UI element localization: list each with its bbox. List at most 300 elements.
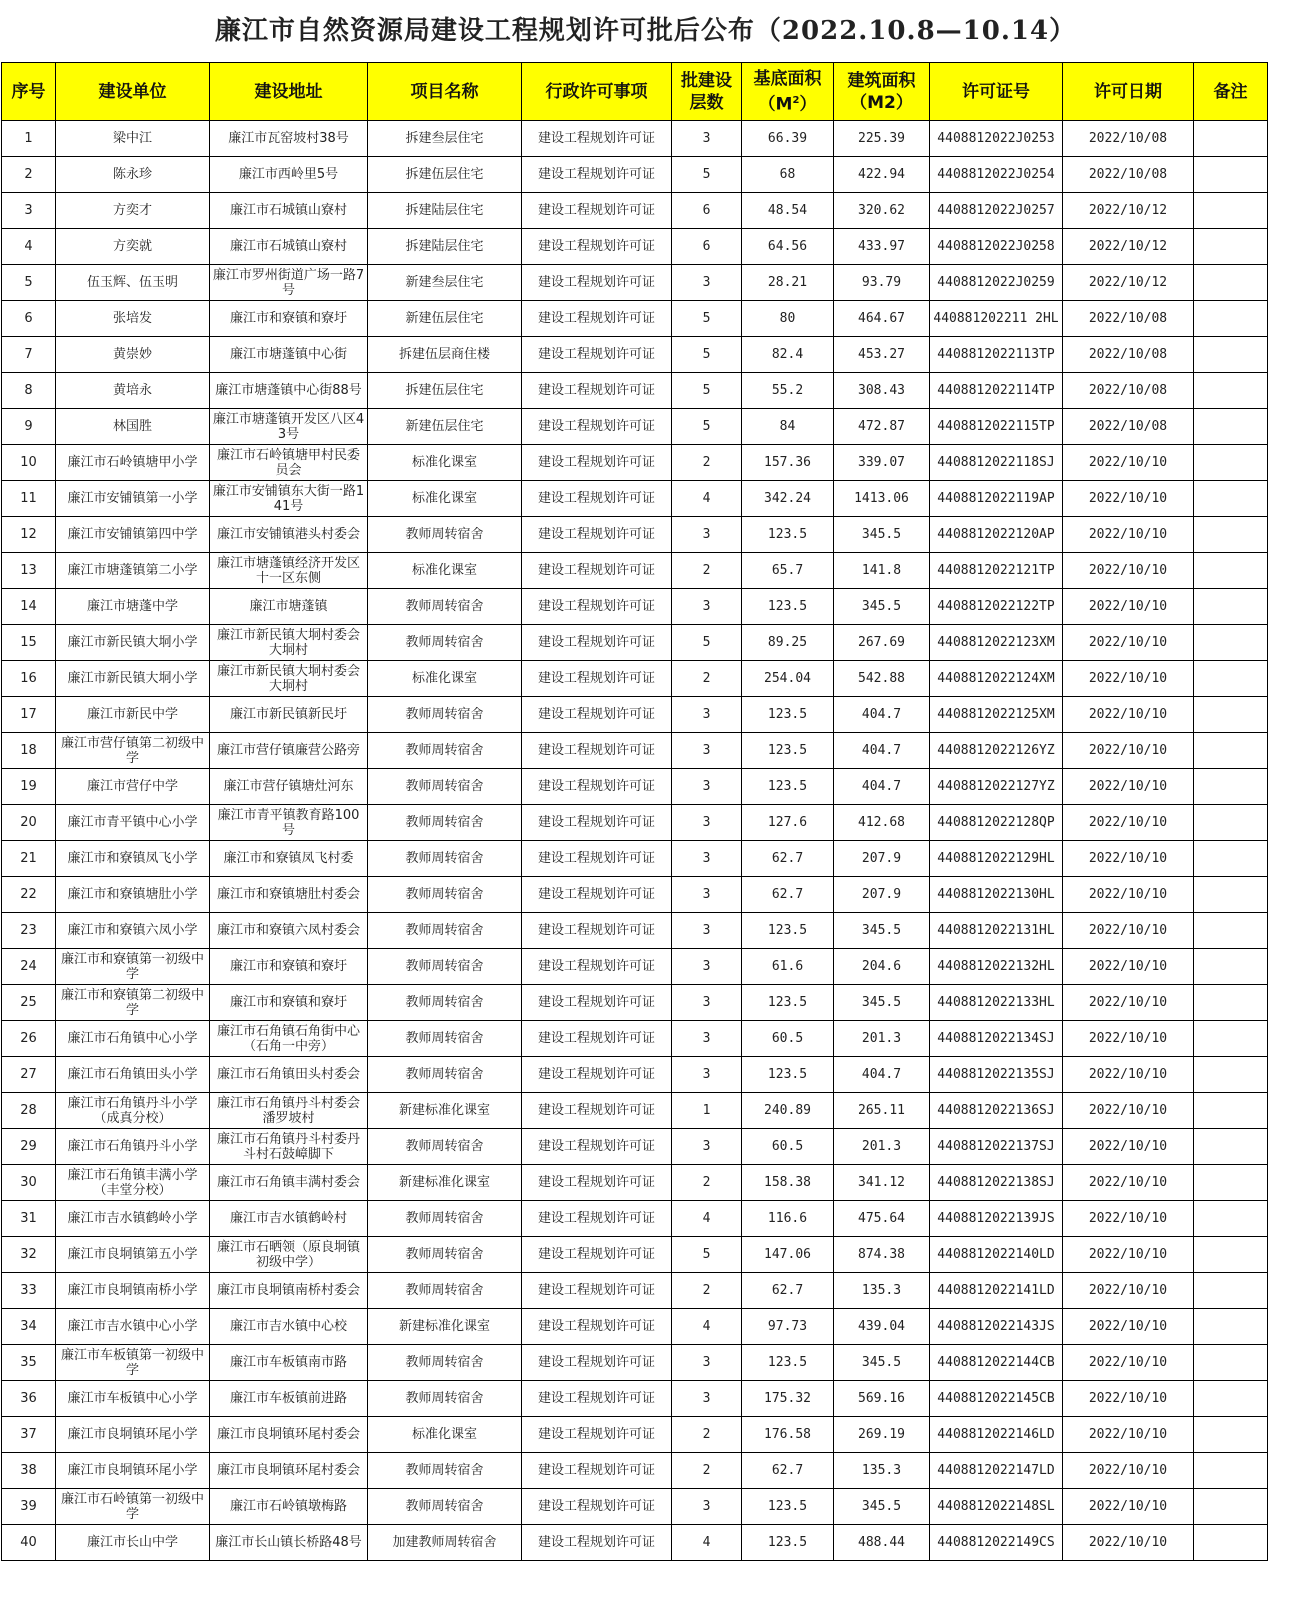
cell-note (1194, 337, 1268, 373)
cell-address: 廉江市营仔镇廉营公路旁 (210, 733, 368, 769)
cell-project: 拆建伍层住宅 (368, 157, 522, 193)
cell-license-no: 4408812022122TP (930, 589, 1063, 625)
cell-unit: 廉江市车板镇中心小学 (56, 1381, 210, 1417)
cell-permit-item: 建设工程规划许可证 (522, 1165, 672, 1201)
cell-build-area: 439.04 (834, 1309, 930, 1345)
cell-build-area: 345.5 (834, 1345, 930, 1381)
cell-build-area: 345.5 (834, 517, 930, 553)
table-row (2, 1489, 1268, 1525)
cell-address: 廉江市吉水镇中心校 (210, 1309, 368, 1345)
table-row (2, 337, 1268, 373)
cell-project: 教师周转宿舍 (368, 985, 522, 1021)
cell-address: 廉江市石岭镇墩梅路 (210, 1489, 368, 1525)
cell-build-area: 404.7 (834, 769, 930, 805)
cell-base-area: 123.5 (742, 589, 834, 625)
cell-permit-item: 建设工程规划许可证 (522, 1417, 672, 1453)
cell-license-no: 4408812022135SJ (930, 1057, 1063, 1093)
cell-project: 教师周转宿舍 (368, 949, 522, 985)
cell-build-area: 345.5 (834, 913, 930, 949)
cell-build-area: 201.3 (834, 1129, 930, 1165)
cell-date: 2022/10/08 (1063, 157, 1194, 193)
cell-floors: 6 (672, 193, 742, 229)
cell-note (1194, 805, 1268, 841)
cell-date: 2022/10/10 (1063, 1345, 1194, 1381)
cell-project: 新建标准化课室 (368, 1309, 522, 1345)
cell-address: 廉江市石角镇田头村委会 (210, 1057, 368, 1093)
cell-license-no: 4408812022J0258 (930, 229, 1063, 265)
cell-note (1194, 409, 1268, 445)
cell-base-area: 123.5 (742, 517, 834, 553)
cell-base-area: 254.04 (742, 661, 834, 697)
cell-floors: 3 (672, 517, 742, 553)
cell-permit-item: 建设工程规划许可证 (522, 985, 672, 1021)
cell-build-area: 93.79 (834, 265, 930, 301)
cell-project: 教师周转宿舍 (368, 1273, 522, 1309)
cell-base-area: 80 (742, 301, 834, 337)
cell-build-area: 265.11 (834, 1093, 930, 1129)
cell-license-no: 4408812022143JS (930, 1309, 1063, 1345)
table-row (2, 769, 1268, 805)
cell-permit-item: 建设工程规划许可证 (522, 1129, 672, 1165)
cell-unit: 方奕才 (56, 193, 210, 229)
cell-floors: 2 (672, 661, 742, 697)
cell-seq: 14 (2, 589, 56, 625)
header-base-area (742, 63, 834, 121)
cell-license-no: 4408812022137SJ (930, 1129, 1063, 1165)
cell-project: 拆建叁层住宅 (368, 121, 522, 157)
cell-unit: 廉江市营仔镇第二初级中学 (56, 733, 210, 769)
cell-note (1194, 553, 1268, 589)
cell-note (1194, 1417, 1268, 1453)
table-row (2, 949, 1268, 985)
cell-floors: 3 (672, 1381, 742, 1417)
cell-seq: 35 (2, 1345, 56, 1381)
cell-project: 新建叁层住宅 (368, 265, 522, 301)
cell-license-no: 4408812022148SL (930, 1489, 1063, 1525)
cell-seq: 36 (2, 1381, 56, 1417)
cell-base-area: 123.5 (742, 1525, 834, 1561)
cell-seq: 26 (2, 1021, 56, 1057)
cell-date: 2022/10/10 (1063, 1309, 1194, 1345)
cell-address: 廉江市新民镇大垌村委会大垌村 (210, 661, 368, 697)
cell-permit-item: 建设工程规划许可证 (522, 1381, 672, 1417)
cell-date: 2022/10/10 (1063, 661, 1194, 697)
table-body (2, 121, 1268, 1561)
cell-floors: 3 (672, 769, 742, 805)
cell-address: 廉江市和寮镇六凤村委会 (210, 913, 368, 949)
cell-floors: 4 (672, 481, 742, 517)
cell-date: 2022/10/10 (1063, 769, 1194, 805)
cell-permit-item: 建设工程规划许可证 (522, 949, 672, 985)
cell-build-area: 207.9 (834, 841, 930, 877)
cell-base-area: 342.24 (742, 481, 834, 517)
cell-unit: 廉江市和寮镇第二初级中学 (56, 985, 210, 1021)
cell-license-no: 4408812022113TP (930, 337, 1063, 373)
cell-base-area: 89.25 (742, 625, 834, 661)
table-row (2, 193, 1268, 229)
cell-date: 2022/10/10 (1063, 1237, 1194, 1273)
cell-base-area: 68 (742, 157, 834, 193)
cell-seq: 34 (2, 1309, 56, 1345)
cell-license-no: 4408812022J0253 (930, 121, 1063, 157)
cell-seq: 39 (2, 1489, 56, 1525)
cell-date: 2022/10/08 (1063, 121, 1194, 157)
cell-project: 教师周转宿舍 (368, 589, 522, 625)
cell-license-no: 4408812022121TP (930, 553, 1063, 589)
cell-date: 2022/10/10 (1063, 1417, 1194, 1453)
cell-note (1194, 1165, 1268, 1201)
cell-project: 标准化课室 (368, 1417, 522, 1453)
cell-date: 2022/10/10 (1063, 1381, 1194, 1417)
cell-build-area: 267.69 (834, 625, 930, 661)
header-address: 建设地址 (210, 63, 368, 121)
cell-permit-item: 建设工程规划许可证 (522, 481, 672, 517)
cell-unit: 伍玉辉、伍玉明 (56, 265, 210, 301)
cell-build-area: 874.38 (834, 1237, 930, 1273)
cell-note (1194, 625, 1268, 661)
table-row (2, 121, 1268, 157)
cell-note (1194, 1345, 1268, 1381)
cell-seq: 11 (2, 481, 56, 517)
cell-date: 2022/10/08 (1063, 337, 1194, 373)
cell-permit-item: 建设工程规划许可证 (522, 589, 672, 625)
cell-permit-item: 建设工程规划许可证 (522, 913, 672, 949)
cell-unit: 廉江市石角镇田头小学 (56, 1057, 210, 1093)
cell-seq: 22 (2, 877, 56, 913)
cell-license-no: 4408812022131HL (930, 913, 1063, 949)
cell-note (1194, 697, 1268, 733)
cell-license-no: 4408812022129HL (930, 841, 1063, 877)
cell-date: 2022/10/08 (1063, 301, 1194, 337)
cell-floors: 2 (672, 1417, 742, 1453)
cell-permit-item: 建设工程规划许可证 (522, 445, 672, 481)
cell-note (1194, 481, 1268, 517)
cell-date: 2022/10/10 (1063, 805, 1194, 841)
cell-floors: 3 (672, 949, 742, 985)
cell-base-area: 116.6 (742, 1201, 834, 1237)
cell-license-no: 4408812022138SJ (930, 1165, 1063, 1201)
table-row (2, 1165, 1268, 1201)
cell-license-no: 4408812022118SJ (930, 445, 1063, 481)
cell-base-area: 65.7 (742, 553, 834, 589)
cell-floors: 2 (672, 553, 742, 589)
cell-unit: 陈永珍 (56, 157, 210, 193)
cell-date: 2022/10/10 (1063, 877, 1194, 913)
cell-date: 2022/10/10 (1063, 445, 1194, 481)
table-row (2, 1201, 1268, 1237)
cell-address: 廉江市石晒领（原良垌镇初级中学） (210, 1237, 368, 1273)
cell-unit: 方奕就 (56, 229, 210, 265)
cell-address: 廉江市良垌镇环尾村委会 (210, 1453, 368, 1489)
cell-note (1194, 1057, 1268, 1093)
cell-base-area: 147.06 (742, 1237, 834, 1273)
cell-floors: 5 (672, 337, 742, 373)
cell-project: 教师周转宿舍 (368, 841, 522, 877)
cell-build-area: 404.7 (834, 1057, 930, 1093)
cell-date: 2022/10/12 (1063, 265, 1194, 301)
cell-build-area: 412.68 (834, 805, 930, 841)
cell-address: 廉江市营仔镇塘灶河东 (210, 769, 368, 805)
cell-unit: 廉江市和寮镇六凤小学 (56, 913, 210, 949)
cell-base-area: 66.39 (742, 121, 834, 157)
cell-base-area: 176.58 (742, 1417, 834, 1453)
cell-unit: 廉江市石岭镇塘甲小学 (56, 445, 210, 481)
cell-note (1194, 1129, 1268, 1165)
cell-unit: 廉江市和寮镇第一初级中学 (56, 949, 210, 985)
cell-floors: 5 (672, 1237, 742, 1273)
cell-note (1194, 121, 1268, 157)
cell-permit-item: 建设工程规划许可证 (522, 337, 672, 373)
cell-base-area: 48.54 (742, 193, 834, 229)
table-row (2, 805, 1268, 841)
cell-seq: 4 (2, 229, 56, 265)
cell-date: 2022/10/10 (1063, 1489, 1194, 1525)
cell-note (1194, 841, 1268, 877)
cell-base-area: 28.21 (742, 265, 834, 301)
cell-license-no: 4408812022136SJ (930, 1093, 1063, 1129)
cell-floors: 5 (672, 625, 742, 661)
cell-date: 2022/10/10 (1063, 1129, 1194, 1165)
cell-permit-item: 建设工程规划许可证 (522, 553, 672, 589)
cell-license-no: 4408812022114TP (930, 373, 1063, 409)
cell-floors: 2 (672, 1165, 742, 1201)
cell-address: 廉江市石岭镇塘甲村民委员会 (210, 445, 368, 481)
cell-note (1194, 445, 1268, 481)
cell-address: 廉江市新民镇大垌村委会大垌村 (210, 625, 368, 661)
cell-base-area: 82.4 (742, 337, 834, 373)
cell-license-no: 4408812022125XM (930, 697, 1063, 733)
cell-unit: 廉江市石角镇丹斗小学（成真分校） (56, 1093, 210, 1129)
table-row (2, 1021, 1268, 1057)
cell-seq: 7 (2, 337, 56, 373)
header-build-area (834, 63, 930, 121)
cell-unit: 廉江市营仔中学 (56, 769, 210, 805)
cell-note (1194, 733, 1268, 769)
cell-date: 2022/10/10 (1063, 913, 1194, 949)
cell-unit: 廉江市和寮镇塘肚小学 (56, 877, 210, 913)
cell-base-area: 123.5 (742, 1057, 834, 1093)
cell-seq: 6 (2, 301, 56, 337)
cell-unit: 梁中江 (56, 121, 210, 157)
cell-seq: 33 (2, 1273, 56, 1309)
cell-project: 拆建伍层商住楼 (368, 337, 522, 373)
cell-project: 教师周转宿舍 (368, 1453, 522, 1489)
cell-seq: 18 (2, 733, 56, 769)
cell-license-no: 4408812022141LD (930, 1273, 1063, 1309)
cell-base-area: 157.36 (742, 445, 834, 481)
cell-seq: 16 (2, 661, 56, 697)
cell-floors: 3 (672, 841, 742, 877)
cell-project: 教师周转宿舍 (368, 625, 522, 661)
cell-unit: 黄崇妙 (56, 337, 210, 373)
cell-date: 2022/10/12 (1063, 229, 1194, 265)
cell-unit: 廉江市塘蓬镇第二小学 (56, 553, 210, 589)
cell-note (1194, 1237, 1268, 1273)
cell-floors: 5 (672, 409, 742, 445)
header-project: 项目名称 (368, 63, 522, 121)
cell-seq: 13 (2, 553, 56, 589)
cell-project: 新建伍层住宅 (368, 301, 522, 337)
cell-address: 廉江市新民镇新民圩 (210, 697, 368, 733)
cell-project: 教师周转宿舍 (368, 1489, 522, 1525)
cell-base-area: 127.6 (742, 805, 834, 841)
cell-project: 标准化课室 (368, 553, 522, 589)
header-row (2, 63, 1268, 121)
cell-build-area: 269.19 (834, 1417, 930, 1453)
cell-date: 2022/10/10 (1063, 553, 1194, 589)
cell-floors: 6 (672, 229, 742, 265)
cell-license-no: 4408812022145CB (930, 1381, 1063, 1417)
cell-unit: 廉江市石岭镇第一初级中学 (56, 1489, 210, 1525)
table-row (2, 589, 1268, 625)
cell-unit: 廉江市良垌镇南桥小学 (56, 1273, 210, 1309)
cell-project: 教师周转宿舍 (368, 1237, 522, 1273)
cell-permit-item: 建设工程规划许可证 (522, 877, 672, 913)
cell-project: 教师周转宿舍 (368, 769, 522, 805)
cell-permit-item: 建设工程规划许可证 (522, 1093, 672, 1129)
table-row (2, 1417, 1268, 1453)
cell-floors: 3 (672, 697, 742, 733)
cell-address: 廉江市西岭里5号 (210, 157, 368, 193)
table-row (2, 625, 1268, 661)
cell-note (1194, 1021, 1268, 1057)
cell-license-no: 4408812022J0257 (930, 193, 1063, 229)
header-unit: 建设单位 (56, 63, 210, 121)
cell-floors: 3 (672, 1345, 742, 1381)
cell-build-area: 422.94 (834, 157, 930, 193)
cell-note (1194, 193, 1268, 229)
cell-seq: 3 (2, 193, 56, 229)
cell-project: 教师周转宿舍 (368, 697, 522, 733)
cell-seq: 32 (2, 1237, 56, 1273)
cell-date: 2022/10/10 (1063, 1165, 1194, 1201)
cell-seq: 8 (2, 373, 56, 409)
cell-floors: 3 (672, 733, 742, 769)
cell-project: 教师周转宿舍 (368, 1345, 522, 1381)
cell-floors: 3 (672, 121, 742, 157)
cell-address: 廉江市长山镇长桥路48号 (210, 1525, 368, 1561)
header-base-area-unit-sup: 2 (792, 94, 800, 106)
cell-project: 教师周转宿舍 (368, 1381, 522, 1417)
cell-note (1194, 769, 1268, 805)
cell-unit: 廉江市良垌镇第五小学 (56, 1237, 210, 1273)
cell-build-area: 345.5 (834, 589, 930, 625)
cell-license-no: 4408812022115TP (930, 409, 1063, 445)
cell-license-no: 4408812022127YZ (930, 769, 1063, 805)
cell-floors: 2 (672, 1273, 742, 1309)
cell-note (1194, 517, 1268, 553)
header-base-area-label: 基底面积 (753, 68, 822, 89)
cell-unit: 廉江市良垌镇环尾小学 (56, 1417, 210, 1453)
cell-note (1194, 1525, 1268, 1561)
cell-floors: 2 (672, 445, 742, 481)
cell-date: 2022/10/10 (1063, 589, 1194, 625)
cell-unit: 张培发 (56, 301, 210, 337)
cell-seq: 12 (2, 517, 56, 553)
cell-address: 廉江市石角镇石角街中心（石角一中旁） (210, 1021, 368, 1057)
cell-seq: 1 (2, 121, 56, 157)
cell-project: 教师周转宿舍 (368, 1057, 522, 1093)
cell-seq: 30 (2, 1165, 56, 1201)
cell-address: 廉江市塘蓬镇 (210, 589, 368, 625)
cell-address: 廉江市石角镇丹斗村委丹斗村石鼓嶂脚下 (210, 1129, 368, 1165)
cell-date: 2022/10/10 (1063, 1453, 1194, 1489)
cell-seq: 9 (2, 409, 56, 445)
cell-seq: 28 (2, 1093, 56, 1129)
cell-note (1194, 1093, 1268, 1129)
cell-permit-item: 建设工程规划许可证 (522, 1021, 672, 1057)
cell-unit: 廉江市长山中学 (56, 1525, 210, 1561)
cell-project: 新建标准化课室 (368, 1165, 522, 1201)
cell-unit: 廉江市和寮镇凤飞小学 (56, 841, 210, 877)
table-row (2, 229, 1268, 265)
cell-address: 廉江市瓦窑坡村38号 (210, 121, 368, 157)
table-row (2, 445, 1268, 481)
cell-build-area: 345.5 (834, 985, 930, 1021)
cell-floors: 3 (672, 805, 742, 841)
table-row (2, 1129, 1268, 1165)
cell-floors: 3 (672, 1021, 742, 1057)
cell-project: 标准化课室 (368, 661, 522, 697)
cell-base-area: 123.5 (742, 1489, 834, 1525)
cell-note (1194, 157, 1268, 193)
cell-floors: 3 (672, 1057, 742, 1093)
cell-permit-item: 建设工程规划许可证 (522, 1453, 672, 1489)
cell-date: 2022/10/08 (1063, 409, 1194, 445)
header-note: 备注 (1194, 63, 1268, 121)
cell-license-no: 4408812022146LD (930, 1417, 1063, 1453)
cell-base-area: 84 (742, 409, 834, 445)
cell-base-area: 62.7 (742, 1273, 834, 1309)
cell-license-no: 4408812022130HL (930, 877, 1063, 913)
cell-permit-item: 建设工程规划许可证 (522, 229, 672, 265)
table-row (2, 913, 1268, 949)
cell-permit-item: 建设工程规划许可证 (522, 517, 672, 553)
cell-address: 廉江市青平镇教育路100号 (210, 805, 368, 841)
cell-unit: 廉江市石角镇丰满小学（丰堂分校） (56, 1165, 210, 1201)
cell-address: 廉江市安铺镇东大街一路141号 (210, 481, 368, 517)
table-row (2, 265, 1268, 301)
cell-floors: 5 (672, 157, 742, 193)
cell-permit-item: 建设工程规划许可证 (522, 769, 672, 805)
cell-build-area: 433.97 (834, 229, 930, 265)
cell-permit-item: 建设工程规划许可证 (522, 841, 672, 877)
cell-address: 廉江市石角镇丰满村委会 (210, 1165, 368, 1201)
table-row (2, 517, 1268, 553)
cell-permit-item: 建设工程规划许可证 (522, 373, 672, 409)
cell-base-area: 62.7 (742, 1453, 834, 1489)
cell-seq: 38 (2, 1453, 56, 1489)
cell-permit-item: 建设工程规划许可证 (522, 1525, 672, 1561)
cell-permit-item: 建设工程规划许可证 (522, 1237, 672, 1273)
cell-address: 廉江市车板镇南市路 (210, 1345, 368, 1381)
cell-project: 新建标准化课室 (368, 1093, 522, 1129)
cell-permit-item: 建设工程规划许可证 (522, 157, 672, 193)
cell-note (1194, 229, 1268, 265)
cell-note (1194, 1201, 1268, 1237)
cell-build-area: 341.12 (834, 1165, 930, 1201)
cell-permit-item: 建设工程规划许可证 (522, 1201, 672, 1237)
cell-seq: 21 (2, 841, 56, 877)
cell-build-area: 308.43 (834, 373, 930, 409)
header-permit-item: 行政许可事项 (522, 63, 672, 121)
cell-project: 教师周转宿舍 (368, 733, 522, 769)
cell-license-no: 4408812022J0259 (930, 265, 1063, 301)
cell-note (1194, 913, 1268, 949)
table-row (2, 1381, 1268, 1417)
cell-base-area: 64.56 (742, 229, 834, 265)
cell-project: 新建伍层住宅 (368, 409, 522, 445)
